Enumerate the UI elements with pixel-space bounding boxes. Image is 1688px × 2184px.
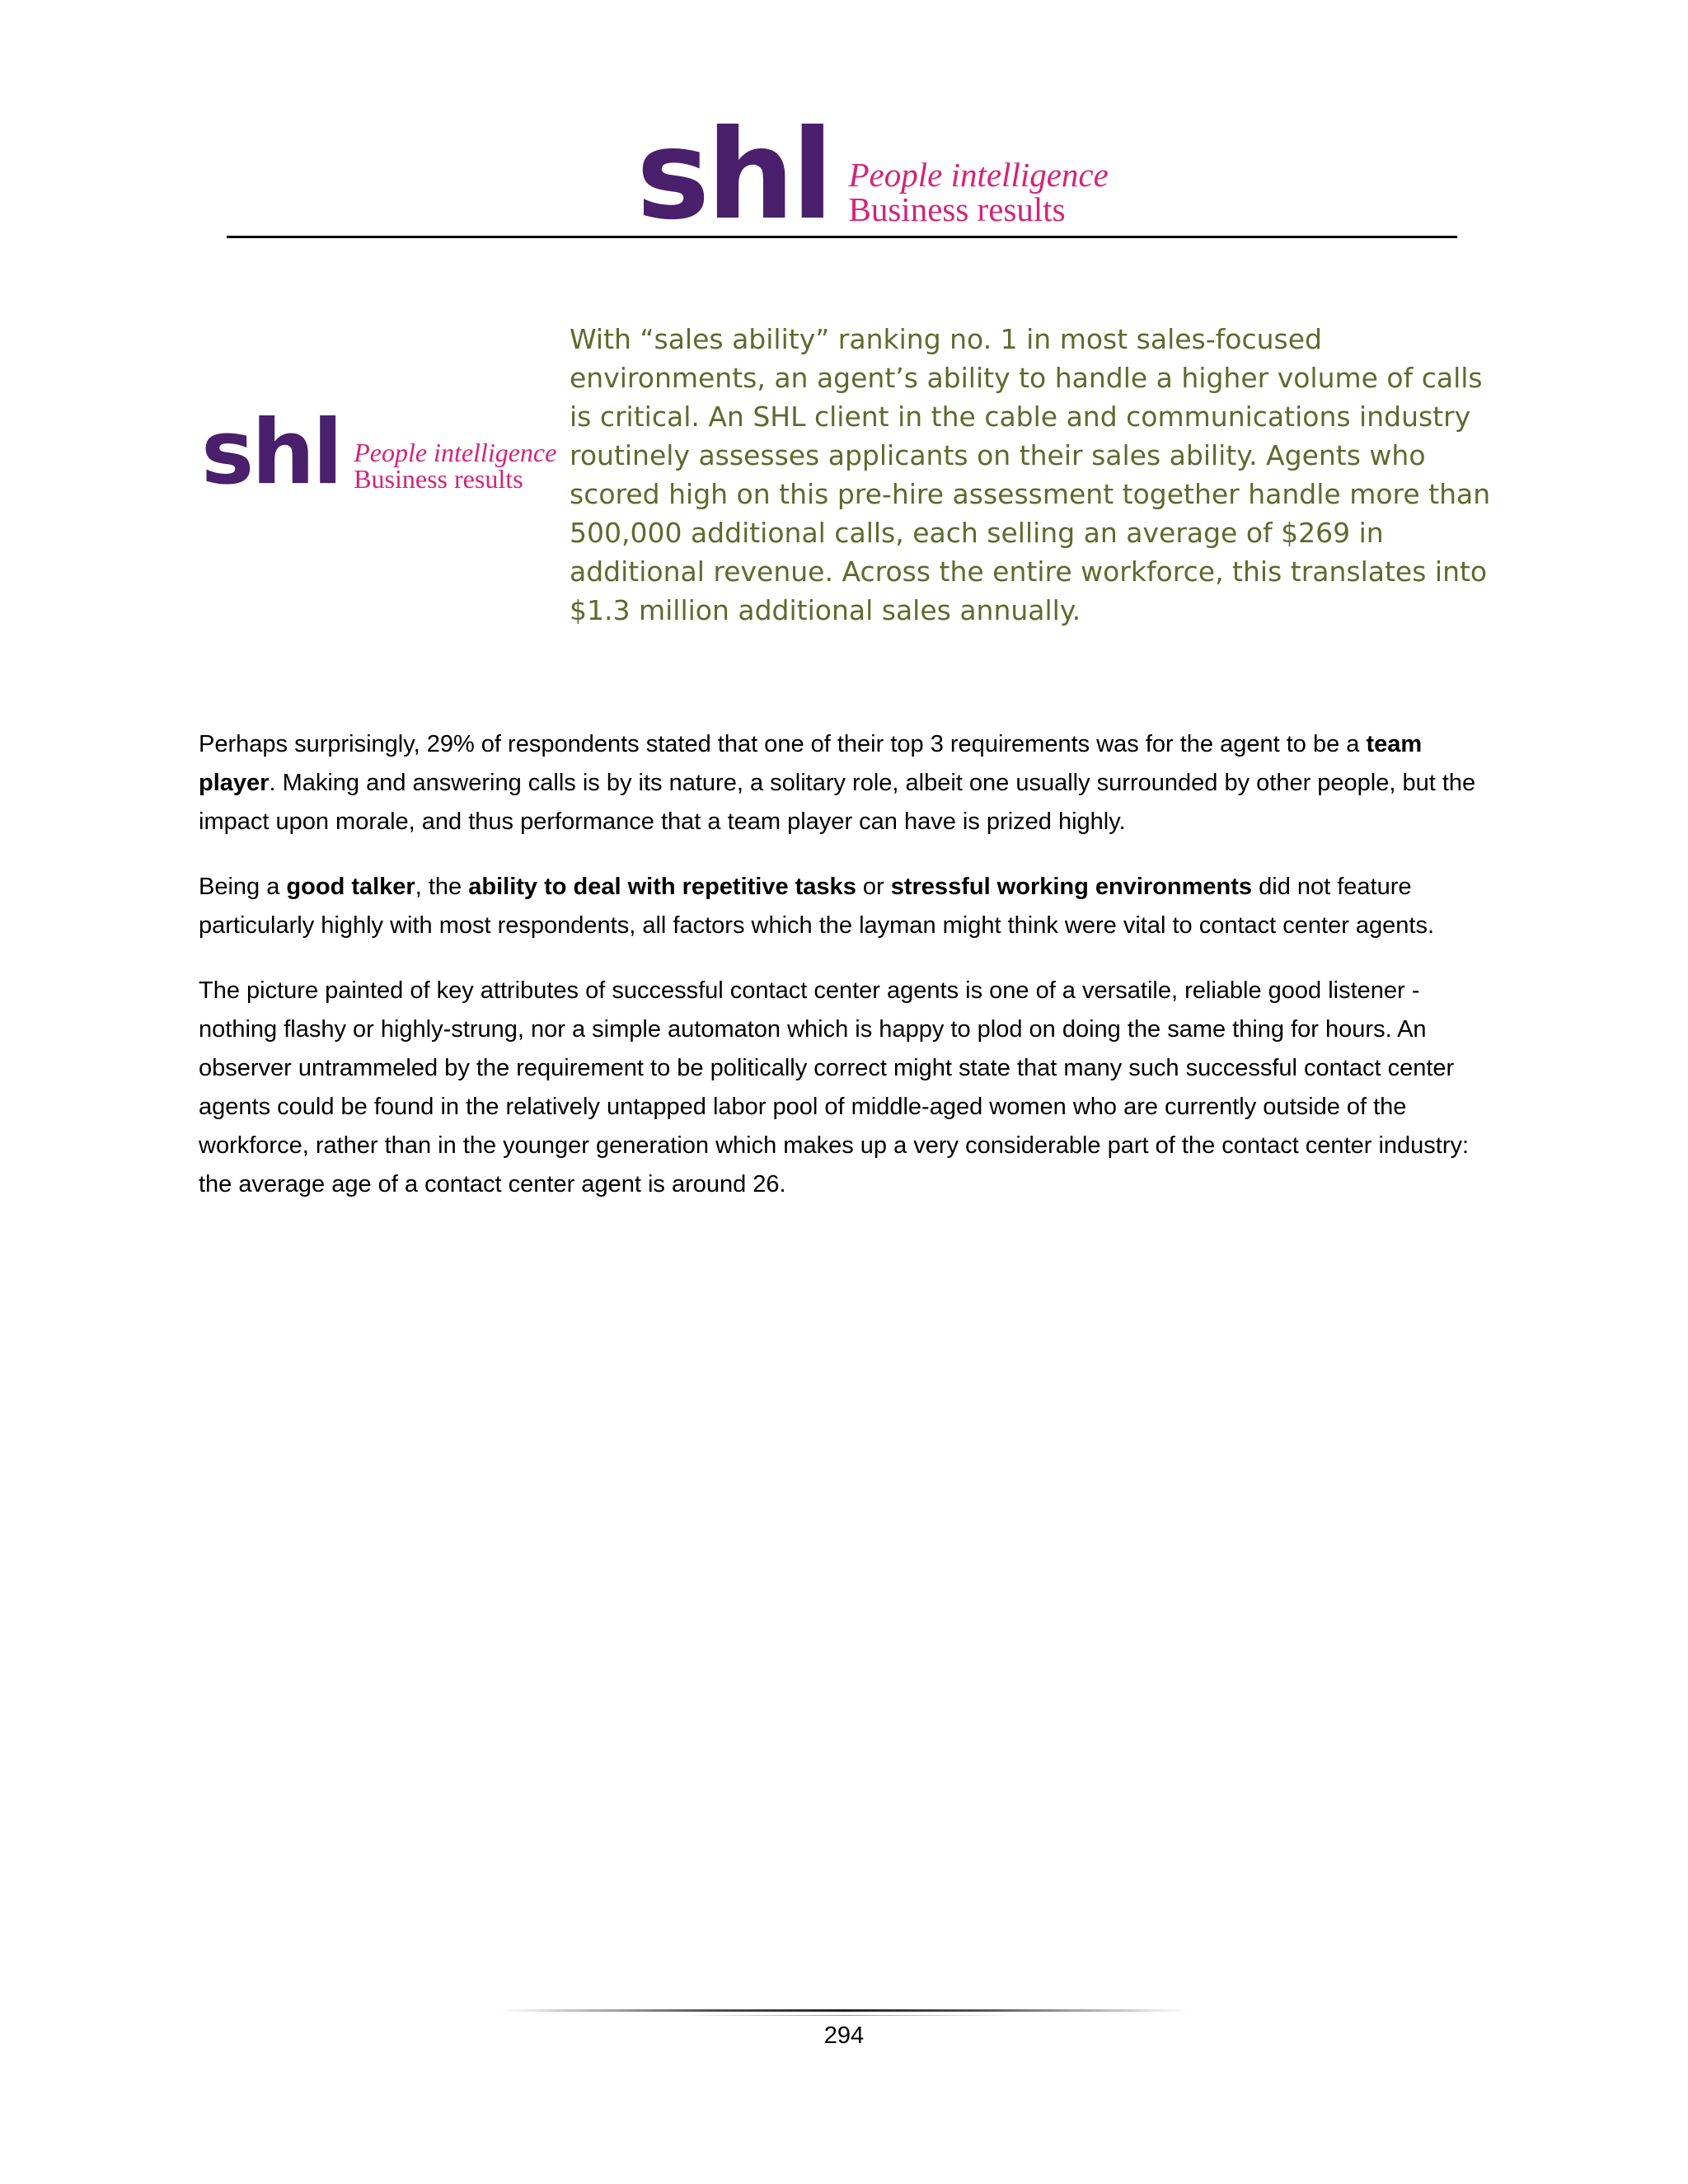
callout-logo-tagline-line1: People intelligence (354, 437, 557, 467)
p1-text-before: Perhaps surprisingly, 29% of respondents stated that one of their top 3 requirements was for the agent to be a (199, 731, 1367, 757)
paragraph-good-talker (199, 868, 1501, 945)
paragraph-key-attributes: The picture painted of key attributes of successful contact center agents is one of a versatile, reliable good listener - nothing flashy or highly-strung, nor a simple automaton which is happy to plod on doing the same thing for hours. An observer untrammeled by the requirement to be politically correct might state that many such successful contact center agents could be found in the relatively untapped labor pool of middle-aged women who are currently outside of the workforce, rather than in the younger generation which makes up a very considerable part of the contact center industry: the average age of a contact center agent is around 26. (199, 977, 1470, 1197)
header-shl-logo (636, 104, 1109, 247)
page-number: 294 (823, 2022, 865, 2049)
p2-bold-good-talker: good talker (286, 874, 415, 900)
callout-logo-tagline (354, 439, 556, 493)
paragraph-team-player (199, 725, 1501, 841)
header-logo-mark: shl (636, 104, 831, 247)
callout-text: With “sales ability” ranking no. 1 in most sales-focused environments, an agent’s ability to handle a higher volume of calls is critical. An SHL client in the cable and communications industry routinely assesses applicants on their sales ability. Agents who scored high on this pre-hire assessment together handle more than 500,000 additional calls, each selling an average of $269 in additional revenue. Across the entire workforce, this translates into $1.3 million additional sales annually. (570, 323, 1491, 626)
p2-text-2: , the (415, 874, 469, 900)
callout-logo-mark: shl (201, 401, 341, 504)
p2-text-3: or (856, 874, 891, 900)
footer-divider-shadow (676, 2015, 1014, 2016)
header-logo-tagline-line2: Business results (848, 190, 1066, 229)
p1-bold-team-player: team player (199, 731, 1423, 796)
p2-text-4: did not feature particularly highly with most respondents, all factors which the layman might think were vital to contact center agents. (199, 874, 1435, 939)
p2-bold-stressful-environments: stressful working environments (890, 874, 1253, 900)
p2-bold-repetitive-tasks: ability to deal with repetitive tasks (468, 874, 856, 900)
body-text (199, 725, 1501, 1230)
callout-shl-logo (201, 401, 557, 504)
header-logo-tagline (849, 158, 1109, 227)
footer-divider (499, 2009, 1189, 2012)
callout-logo-tagline-line2: Business results (354, 464, 523, 494)
p2-text-1: Being a (199, 874, 287, 900)
header-logo-tagline-line1: People intelligence (848, 156, 1109, 194)
header-divider (227, 236, 1457, 238)
p1-text-after: . Making and answering calls is by its nature, a solitary role, albeit one usually surrounded by other people, but the impact upon morale, and thus performance that a team player can have is prized highly. (199, 770, 1476, 835)
